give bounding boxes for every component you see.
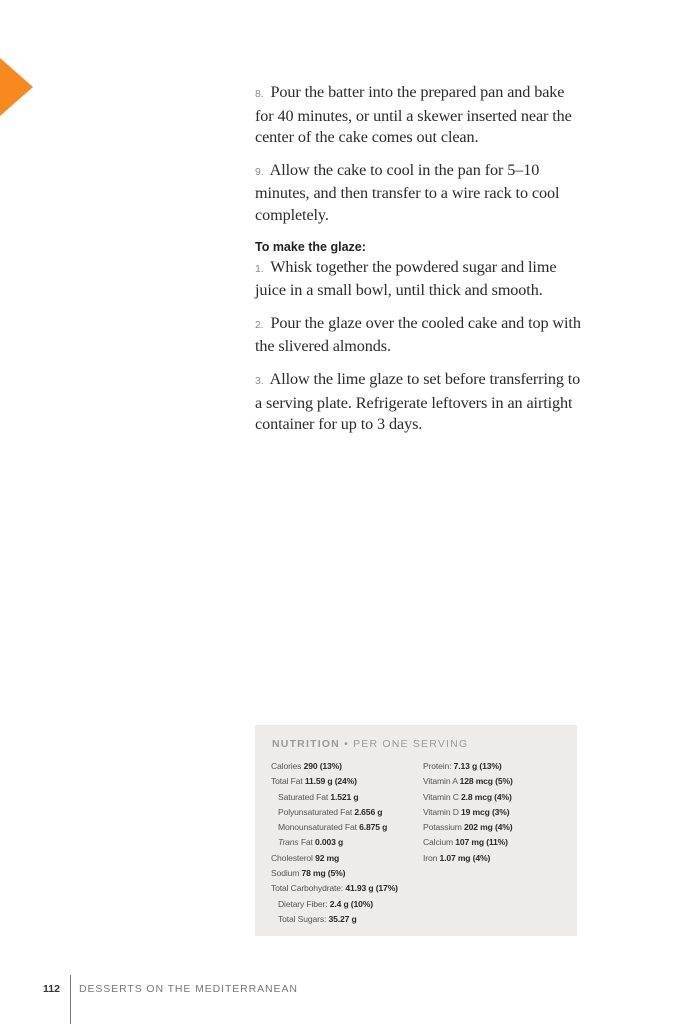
nutrition-value: 0.003 g [315, 837, 344, 848]
nutrition-row [271, 897, 398, 912]
nutrition-label: Vitamin D [423, 806, 461, 817]
nutrition-title-bold: NUTRITION [272, 738, 340, 750]
nutrition-value: 35.27 g [328, 913, 357, 924]
footer-divider [70, 975, 71, 1024]
step-number: 2. [255, 318, 264, 331]
step-number: 1. [255, 262, 264, 275]
nutrition-row [423, 805, 513, 820]
glaze-heading: To make the glaze: [255, 239, 366, 254]
nutrition-row [423, 851, 513, 866]
nutrition-right-column [423, 759, 513, 866]
nutrition-label: Fat [298, 837, 316, 848]
nutrition-box [255, 725, 577, 936]
nutrition-row [271, 790, 398, 805]
nutrition-label: Total Sugars: [278, 913, 329, 924]
glaze-step-1 [255, 257, 585, 302]
nutrition-label: Dietary Fiber: [278, 898, 330, 909]
nutrition-value: 2.656 g [354, 806, 383, 817]
method-step-9 [255, 160, 585, 227]
page-number: 112 [43, 983, 60, 995]
nutrition-value: 202 mg (4%) [464, 822, 513, 833]
step-number: 3. [255, 374, 264, 387]
nutrition-value: 128 mcg (5%) [459, 776, 513, 787]
nutrition-row [271, 820, 398, 835]
nutrition-row [271, 866, 398, 881]
nutrition-value: 290 (13%) [303, 761, 342, 771]
nutrition-row [423, 790, 513, 805]
nutrition-value: 107 mg (11%) [455, 837, 508, 848]
nutrition-title [272, 738, 468, 750]
nutrition-value: 1.07 mg (4%) [439, 852, 491, 863]
step-text: Whisk together the powdered sugar and lime juice in a small bowl, until thick and smooth. [255, 257, 557, 300]
nutrition-row [271, 851, 398, 866]
nutrition-label: Sodium [271, 868, 302, 879]
nutrition-label: Total Carbohydrate: [271, 883, 346, 894]
running-head: DESSERTS ON THE MEDITERRANEAN [79, 983, 298, 995]
nutrition-row [271, 912, 398, 927]
nutrition-row [423, 774, 513, 789]
step-text: Allow the cake to cool in the pan for 5–10 minutes, and then transfer to a wire rack to cool completely. [255, 160, 560, 224]
nutrition-value: 2.8 mcg (4%) [460, 791, 512, 802]
nutrition-row [271, 835, 398, 850]
nutrition-value: 1.521 g [330, 791, 359, 802]
nutrition-value: 78 mg (5%) [301, 868, 346, 879]
nutrition-value: 19 mcg (3%) [460, 806, 510, 817]
nutrition-value: 92 mg [315, 852, 340, 863]
nutrition-label: Monounsaturated Fat [278, 822, 360, 833]
nutrition-row [271, 805, 398, 820]
nutrition-left-column [271, 759, 398, 927]
nutrition-label: Vitamin C [423, 791, 461, 802]
nutrition-row [423, 759, 513, 774]
nutrition-label: Polyunsaturated Fat [278, 806, 355, 817]
nutrition-row [271, 774, 398, 789]
recipe-method [255, 82, 585, 447]
nutrition-label: Saturated Fat [278, 791, 331, 802]
nutrition-row [271, 759, 398, 774]
nutrition-value: 41.93 g (17%) [345, 883, 398, 894]
nutrition-label: Protein: [423, 761, 454, 771]
nutrition-row [423, 835, 513, 850]
orange-tab-marker [0, 58, 33, 116]
step-text: Pour the batter into the prepared pan and bake for 40 minutes, or until a skewer inserted near the center of the cake comes out clean. [255, 83, 572, 147]
nutrition-row [423, 820, 513, 835]
nutrition-label-italic: Trans [278, 837, 299, 848]
nutrition-value: 6.875 g [359, 822, 388, 833]
step-number: 8. [255, 88, 264, 100]
step-text: Allow the lime glaze to set before transferring to a serving plate. Refrigerate leftovers in an airtight container for up to 3 days. [255, 369, 581, 434]
nutrition-row [271, 881, 398, 896]
nutrition-value: 11.59 g (24%) [304, 776, 357, 787]
step-number: 9. [255, 165, 264, 178]
nutrition-value: 2.4 g (10%) [329, 898, 373, 909]
glaze-step-3 [255, 369, 585, 436]
method-step-8 [255, 82, 585, 149]
nutrition-label: Cholesterol [271, 852, 316, 863]
nutrition-label: Total Fat [271, 776, 305, 787]
nutrition-label: Calcium [423, 837, 456, 848]
nutrition-label: Potassium [423, 822, 465, 833]
nutrition-label: Vitamin A [423, 776, 460, 787]
nutrition-title-rest: • PER ONE SERVING [339, 738, 469, 750]
step-text: Pour the glaze over the cooled cake and top with the slivered almonds. [255, 313, 581, 356]
glaze-step-2 [255, 313, 585, 358]
nutrition-value: 7.13 g (13%) [453, 761, 502, 771]
nutrition-label: Iron [423, 852, 440, 863]
nutrition-label: Calories [271, 761, 304, 771]
